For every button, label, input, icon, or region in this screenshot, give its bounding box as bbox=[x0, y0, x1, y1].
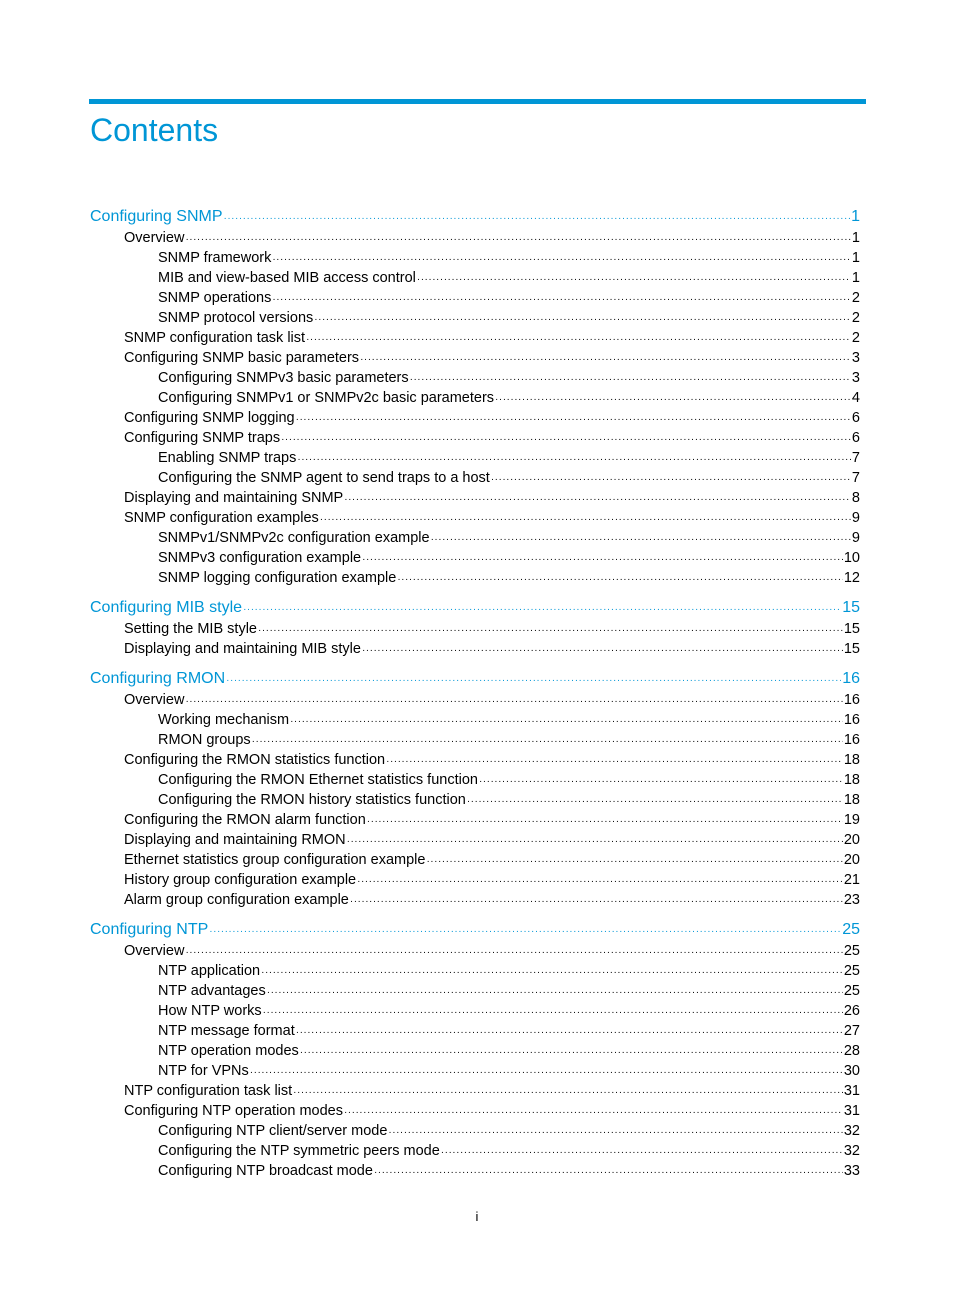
toc-entry-page: 6 bbox=[851, 430, 860, 446]
toc-entry-page: 19 bbox=[843, 812, 860, 828]
toc-entry-page: 28 bbox=[843, 1043, 860, 1059]
toc-entry-page: 16 bbox=[843, 732, 860, 748]
toc-entry-title: Configuring the SNMP agent to send traps to a host bbox=[158, 470, 490, 486]
toc-section-link[interactable] bbox=[90, 348, 860, 368]
dot-leader bbox=[362, 550, 843, 568]
toc-entry-page: 25 bbox=[843, 983, 860, 999]
toc-entry-page: 9 bbox=[851, 530, 860, 546]
toc-section-link[interactable] bbox=[90, 1081, 860, 1101]
dot-leader bbox=[297, 450, 851, 468]
toc-entry-title: NTP for VPNs bbox=[158, 1063, 249, 1079]
toc-section-link[interactable] bbox=[90, 468, 860, 488]
toc-entry-title: Enabling SNMP traps bbox=[158, 450, 297, 466]
dot-leader bbox=[410, 370, 851, 388]
dot-leader bbox=[362, 641, 843, 659]
toc-section-link[interactable] bbox=[90, 488, 860, 508]
dot-leader bbox=[367, 812, 843, 830]
dot-leader bbox=[296, 1023, 843, 1041]
toc-entry-page: 10 bbox=[843, 550, 860, 566]
toc-entry-title: Displaying and maintaining MIB style bbox=[124, 641, 361, 657]
dot-leader bbox=[344, 1103, 843, 1121]
toc-entry-title: Working mechanism bbox=[158, 712, 290, 728]
toc-entry-title: Configuring NTP broadcast mode bbox=[158, 1163, 373, 1179]
dot-leader bbox=[258, 621, 843, 639]
toc-entry-page: 20 bbox=[843, 852, 860, 868]
toc-section-link[interactable] bbox=[90, 690, 860, 710]
toc-entry-title: Configuring the RMON statistics function bbox=[124, 752, 386, 768]
toc-entry-page: 30 bbox=[843, 1063, 860, 1079]
toc-section-link[interactable] bbox=[90, 1141, 860, 1161]
dot-leader bbox=[261, 963, 843, 981]
dot-leader bbox=[479, 772, 843, 790]
toc-entry-page: 32 bbox=[843, 1143, 860, 1159]
page-number: i bbox=[475, 1209, 479, 1224]
toc-entry-title: NTP operation modes bbox=[158, 1043, 299, 1059]
toc-entry-page: 31 bbox=[843, 1103, 860, 1119]
toc-section-link[interactable] bbox=[90, 528, 860, 548]
toc-entry-title: History group configuration example bbox=[124, 872, 357, 888]
dot-leader bbox=[417, 270, 851, 288]
dot-leader bbox=[491, 470, 851, 488]
toc-entry-page: 25 bbox=[842, 921, 860, 938]
dot-leader bbox=[226, 670, 841, 690]
toc-entry-page: 16 bbox=[842, 670, 860, 687]
toc-entry-title: Overview bbox=[124, 692, 185, 708]
toc-entry-title: Configuring SNMP bbox=[90, 208, 223, 225]
dot-leader bbox=[272, 250, 851, 268]
toc-entry-page: 2 bbox=[851, 330, 860, 346]
toc-section-link[interactable] bbox=[90, 308, 860, 328]
dot-leader bbox=[224, 208, 851, 228]
toc-entry-title: Overview bbox=[124, 230, 185, 246]
toc-entry-title: Configuring NTP client/server mode bbox=[158, 1123, 388, 1139]
toc-section-link[interactable] bbox=[90, 568, 860, 588]
page-title: Contents bbox=[90, 112, 219, 148]
dot-leader bbox=[263, 1003, 843, 1021]
dot-leader bbox=[467, 792, 843, 810]
dot-leader bbox=[374, 1163, 843, 1181]
dot-leader bbox=[252, 732, 843, 750]
toc-entry-title: SNMP configuration task list bbox=[124, 330, 306, 346]
toc-chapter-link[interactable] bbox=[90, 206, 860, 228]
toc-section-link[interactable] bbox=[90, 428, 860, 448]
dot-leader bbox=[397, 570, 843, 588]
toc-entry-page: 18 bbox=[843, 772, 860, 788]
toc-entry-page: 33 bbox=[843, 1163, 860, 1179]
toc-entry-title: Configuring the RMON history statistics function bbox=[158, 792, 466, 808]
toc-entry-title: Displaying and maintaining SNMP bbox=[124, 490, 344, 506]
toc-entry-title: Configuring the RMON alarm function bbox=[124, 812, 366, 828]
toc-section-link[interactable] bbox=[90, 810, 860, 830]
toc-section-link[interactable] bbox=[90, 1101, 860, 1121]
dot-leader bbox=[243, 599, 841, 619]
toc-entry-page: 31 bbox=[843, 1083, 860, 1099]
dot-leader bbox=[272, 290, 851, 308]
toc-section-link[interactable] bbox=[90, 770, 860, 790]
toc-section-link[interactable] bbox=[90, 268, 860, 288]
toc-entry-title: SNMP protocol versions bbox=[158, 310, 314, 326]
toc-chapter-link[interactable] bbox=[90, 597, 860, 619]
toc-section-link[interactable] bbox=[90, 830, 860, 850]
dot-leader bbox=[250, 1063, 843, 1081]
toc-entry-title: Setting the MIB style bbox=[124, 621, 257, 637]
toc-entry-title: Configuring RMON bbox=[90, 670, 226, 687]
toc-section-link[interactable] bbox=[90, 750, 860, 770]
toc-section-link[interactable] bbox=[90, 730, 860, 750]
dot-leader bbox=[300, 1043, 843, 1061]
toc-entry-page: 16 bbox=[843, 692, 860, 708]
dot-leader bbox=[388, 1123, 842, 1141]
toc-entry-page: 26 bbox=[843, 1003, 860, 1019]
toc-section-link[interactable] bbox=[90, 639, 860, 659]
toc-entry-page: 15 bbox=[842, 599, 860, 616]
toc-entry-page: 20 bbox=[843, 832, 860, 848]
toc-section-link[interactable] bbox=[90, 548, 860, 568]
toc-section-link[interactable] bbox=[90, 228, 860, 248]
toc-entry-page: 4 bbox=[851, 390, 860, 406]
dot-leader bbox=[267, 983, 843, 1001]
toc-section-link[interactable] bbox=[90, 870, 860, 890]
toc-entry-page: 18 bbox=[843, 792, 860, 808]
toc-section-link[interactable] bbox=[90, 961, 860, 981]
dot-leader bbox=[209, 921, 841, 941]
toc-entry-page: 8 bbox=[851, 490, 860, 506]
toc-entry-page: 9 bbox=[851, 510, 860, 526]
dot-leader bbox=[290, 712, 843, 730]
dot-leader bbox=[357, 872, 843, 890]
toc-entry-page: 18 bbox=[843, 752, 860, 768]
dot-leader bbox=[293, 1083, 843, 1101]
toc-entry-title: NTP application bbox=[158, 963, 261, 979]
toc-section-link[interactable] bbox=[90, 388, 860, 408]
table-of-contents bbox=[90, 206, 860, 1181]
dot-leader bbox=[314, 310, 851, 328]
toc-section-link[interactable] bbox=[90, 850, 860, 870]
toc-entry-title: Configuring MIB style bbox=[90, 599, 243, 616]
toc-section-link[interactable] bbox=[90, 710, 860, 730]
dot-leader bbox=[320, 510, 851, 528]
toc-section-link[interactable] bbox=[90, 328, 860, 348]
toc-entry-title: Ethernet statistics group configuration example bbox=[124, 852, 426, 868]
toc-entry-page: 12 bbox=[843, 570, 860, 586]
toc-entry-page: 1 bbox=[851, 230, 860, 246]
dot-leader bbox=[185, 692, 842, 710]
toc-section-link[interactable] bbox=[90, 981, 860, 1001]
toc-section-link[interactable] bbox=[90, 1021, 860, 1041]
toc-entry-title: SNMP framework bbox=[158, 250, 272, 266]
dot-leader bbox=[281, 430, 851, 448]
dot-leader bbox=[426, 852, 842, 870]
toc-entry-page: 23 bbox=[843, 892, 860, 908]
toc-chapter-link[interactable] bbox=[90, 668, 860, 690]
toc-entry-page: 2 bbox=[851, 310, 860, 326]
toc-entry-title: NTP message format bbox=[158, 1023, 295, 1039]
toc-section-link[interactable] bbox=[90, 248, 860, 268]
toc-entry-title: SNMPv1/SNMPv2c configuration example bbox=[158, 530, 430, 546]
toc-entry-title: Configuring SNMPv1 or SNMPv2c basic parameters bbox=[158, 390, 495, 406]
toc-section-link[interactable] bbox=[90, 941, 860, 961]
dot-leader bbox=[306, 330, 851, 348]
toc-section-link[interactable] bbox=[90, 448, 860, 468]
top-rule bbox=[89, 99, 866, 104]
toc-entry-page: 27 bbox=[843, 1023, 860, 1039]
toc-entry-page: 3 bbox=[851, 370, 860, 386]
toc-entry-page: 25 bbox=[843, 943, 860, 959]
toc-entry-title: SNMP configuration examples bbox=[124, 510, 319, 526]
toc-entry-title: Configuring NTP bbox=[90, 921, 209, 938]
toc-entry-title: Configuring SNMP traps bbox=[124, 430, 281, 446]
toc-entry-page: 32 bbox=[843, 1123, 860, 1139]
dot-leader bbox=[350, 892, 843, 910]
toc-entry-page: 21 bbox=[843, 872, 860, 888]
toc-section-link[interactable] bbox=[90, 1061, 860, 1081]
toc-section-link[interactable] bbox=[90, 619, 860, 639]
toc-entry-page: 1 bbox=[851, 270, 860, 286]
toc-entry-title: SNMPv3 configuration example bbox=[158, 550, 362, 566]
toc-section-link[interactable] bbox=[90, 368, 860, 388]
toc-entry-title: Configuring SNMP logging bbox=[124, 410, 295, 426]
toc-entry-page: 25 bbox=[843, 963, 860, 979]
dot-leader bbox=[495, 390, 851, 408]
toc-entry-title: Alarm group configuration example bbox=[124, 892, 349, 908]
toc-entry-title: Configuring SNMPv3 basic parameters bbox=[158, 370, 409, 386]
toc-entry-title: Overview bbox=[124, 943, 185, 959]
toc-entry-title: NTP advantages bbox=[158, 983, 266, 999]
toc-entry-page: 6 bbox=[851, 410, 860, 426]
toc-entry-title: Configuring NTP operation modes bbox=[124, 1103, 343, 1119]
toc-entry-title: RMON groups bbox=[158, 732, 251, 748]
toc-section-link[interactable] bbox=[90, 1001, 860, 1021]
toc-section-link[interactable] bbox=[90, 790, 860, 810]
toc-entry-title: NTP configuration task list bbox=[124, 1083, 293, 1099]
dot-leader bbox=[185, 230, 850, 248]
dot-leader bbox=[360, 350, 851, 368]
toc-entry-page: 15 bbox=[843, 641, 860, 657]
toc-section-link[interactable] bbox=[90, 408, 860, 428]
toc-entry-title: SNMP operations bbox=[158, 290, 272, 306]
toc-entry-page: 7 bbox=[851, 450, 860, 466]
toc-entry-title: Displaying and maintaining RMON bbox=[124, 832, 346, 848]
toc-entry-page: 7 bbox=[851, 470, 860, 486]
toc-section-link[interactable] bbox=[90, 1121, 860, 1141]
toc-entry-page: 2 bbox=[851, 290, 860, 306]
dot-leader bbox=[441, 1143, 843, 1161]
toc-section-link[interactable] bbox=[90, 1041, 860, 1061]
dot-leader bbox=[296, 410, 851, 428]
toc-entry-title: How NTP works bbox=[158, 1003, 262, 1019]
toc-entry-page: 1 bbox=[851, 250, 860, 266]
dot-leader bbox=[386, 752, 843, 770]
dot-leader bbox=[431, 530, 851, 548]
toc-section-link[interactable] bbox=[90, 890, 860, 910]
toc-section-link[interactable] bbox=[90, 508, 860, 528]
toc-entry-page: 16 bbox=[843, 712, 860, 728]
dot-leader bbox=[347, 832, 843, 850]
toc-entry-title: Configuring the RMON Ethernet statistics function bbox=[158, 772, 478, 788]
dot-leader bbox=[344, 490, 851, 508]
toc-section-link[interactable] bbox=[90, 1161, 860, 1181]
toc-entry-title: MIB and view-based MIB access control bbox=[158, 270, 416, 286]
dot-leader bbox=[185, 943, 842, 961]
toc-entry-page: 3 bbox=[851, 350, 860, 366]
toc-entry-title: Configuring SNMP basic parameters bbox=[124, 350, 360, 366]
toc-entry-title: Configuring the NTP symmetric peers mode bbox=[158, 1143, 440, 1159]
toc-section-link[interactable] bbox=[90, 288, 860, 308]
toc-entry-title: SNMP logging configuration example bbox=[158, 570, 397, 586]
toc-entry-page: 1 bbox=[851, 208, 860, 225]
toc-entry-page: 15 bbox=[843, 621, 860, 637]
toc-chapter-link[interactable] bbox=[90, 919, 860, 941]
